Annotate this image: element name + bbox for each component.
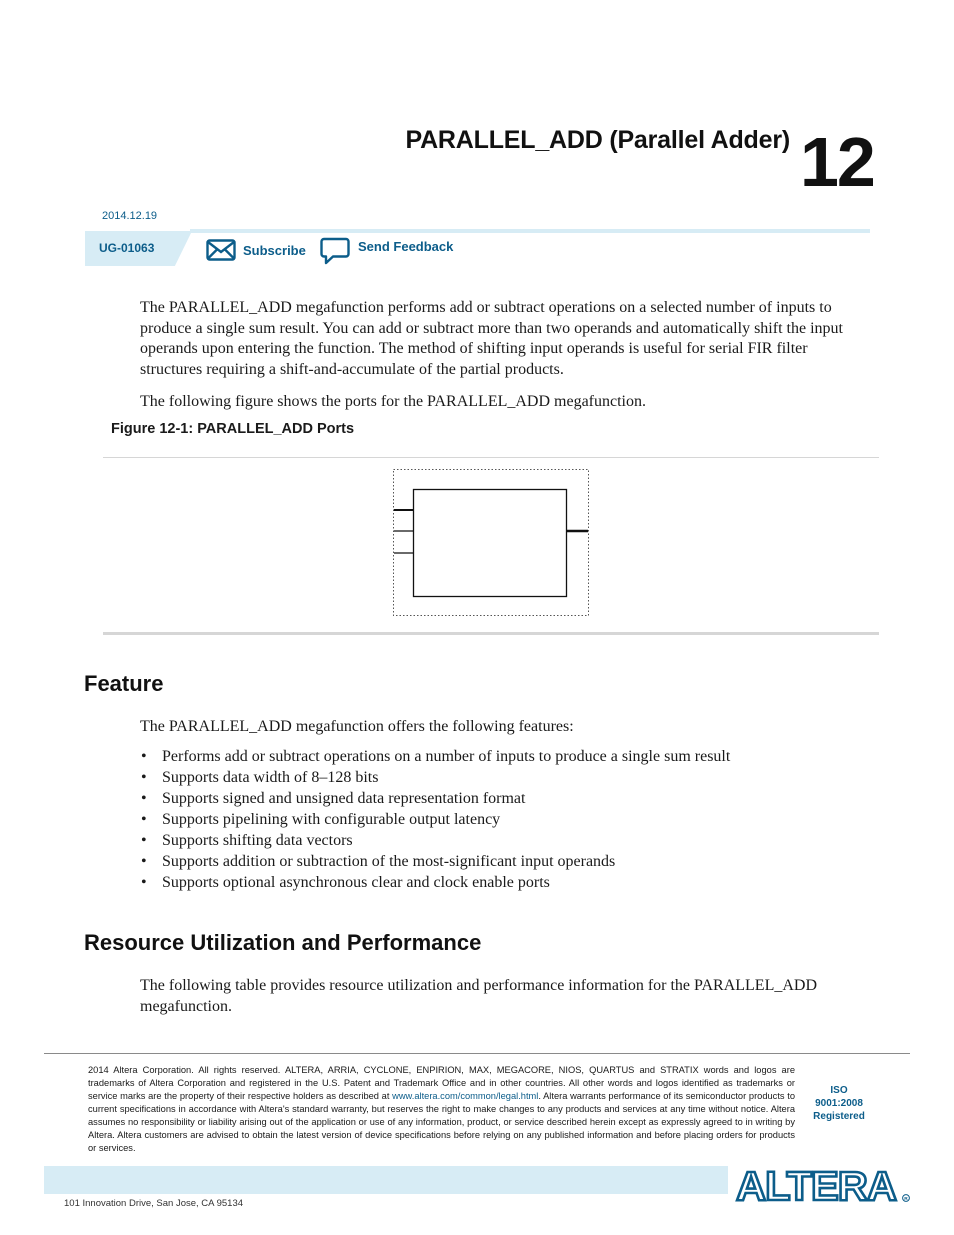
iso-line: ISO bbox=[830, 1085, 848, 1096]
document-date: 2014.12.19 bbox=[102, 210, 158, 222]
list-item: • Supports signed and unsigned data representation format bbox=[140, 788, 730, 809]
legal-text-part-1: 2014 Altera Corporation. All rights reserved. ALTERA, ARRIA, CYCLONE, ENPIRION, MAX, MEGACORE, NIOS, QUARTUS and STRATIX words and logos are trademarks of Altera Corporation and registered in the U.S. Patent and Trademark Office and in other countries. All other words and logos identified as trademarks or service marks are the property of their respective holders as described at bbox=[88, 1065, 795, 1101]
resource-paragraph: The following table provides resource utilization and performance information for the PARALLEL_ADD megafunction. bbox=[140, 977, 817, 1015]
list-item: • Supports data width of 8–128 bits bbox=[140, 767, 730, 788]
legal-link[interactable]: www.altera.com/common/legal.html bbox=[392, 1091, 539, 1101]
document-id: UG-01063 bbox=[99, 241, 155, 255]
logo-wordmark: ALTERA bbox=[736, 1163, 897, 1205]
iso-badge bbox=[806, 1084, 872, 1123]
subscribe-link[interactable]: Subscribe bbox=[243, 243, 306, 258]
diagram-dotted-boundary bbox=[394, 470, 589, 616]
chapter-number: 12 bbox=[800, 123, 874, 201]
figure-intro-paragraph: The following figure shows the ports for the PARALLEL_ADD megafunction. bbox=[140, 393, 646, 410]
send-feedback-link[interactable]: Send Feedback bbox=[358, 239, 454, 254]
figure-caption: Figure 12-1: PARALLEL_ADD Ports bbox=[111, 421, 355, 437]
legal-notice bbox=[88, 1064, 795, 1155]
feature-heading: Feature bbox=[84, 671, 164, 696]
intro-paragraph: The PARALLEL_ADD megafunction performs add or subtract operations on a selected number of inputs to produce a single sum result. You can add or subtract more than two operands and automatically shift the input operands upon entering the function. The method of shifting input operands is useful for serial FIR filter structures requiring a shift-and-accumulate of the partial products. bbox=[140, 299, 843, 379]
diagram-block bbox=[414, 490, 567, 597]
speech-bubble-icon[interactable] bbox=[320, 237, 350, 265]
feature-intro: The PARALLEL_ADD megafunction offers the following features: bbox=[140, 718, 574, 735]
resource-heading: Resource Utilization and Performance bbox=[84, 930, 482, 955]
iso-line: Registered bbox=[813, 1111, 865, 1122]
list-item: • Supports pipelining with configurable output latency bbox=[140, 809, 730, 830]
footer-rule bbox=[44, 1053, 910, 1054]
legal-text-part-2: . Altera warrants performance of its semiconductor products to current specifications in accordance with Altera's standard warranty, but reserves the right to make changes to any products and services at any time without notice. Altera assumes no responsibility or liability arising out of the application or use of any information, product, or service described herein except as expressly agreed to in writing by Altera. Altera customers are advised to obtain the latest version of device specifications before relying on any published information and before placing orders for products or services. bbox=[88, 1091, 795, 1153]
feature-list bbox=[140, 746, 730, 893]
figure-bottom-rule bbox=[103, 632, 879, 635]
list-item: • Performs add or subtract operations on a number of inputs to produce a single sum result bbox=[140, 746, 730, 767]
list-item: • Supports addition or subtraction of the most-significant input operands bbox=[140, 851, 730, 872]
header-bar bbox=[190, 229, 870, 233]
chapter-title: PARALLEL_ADD (Parallel Adder) bbox=[405, 126, 790, 154]
envelope-icon[interactable] bbox=[206, 239, 236, 261]
altera-logo bbox=[735, 1163, 911, 1205]
registered-mark-glyph: R bbox=[904, 1197, 908, 1202]
figure-top-rule bbox=[103, 457, 879, 458]
company-address: 101 Innovation Drive, San Jose, CA 95134 bbox=[64, 1198, 244, 1209]
parallel-add-port-diagram bbox=[385, 462, 597, 622]
list-item: • Supports shifting data vectors bbox=[140, 830, 730, 851]
list-item: • Supports optional asynchronous clear and clock enable ports bbox=[140, 872, 730, 893]
iso-line: 9001:2008 bbox=[815, 1098, 863, 1109]
